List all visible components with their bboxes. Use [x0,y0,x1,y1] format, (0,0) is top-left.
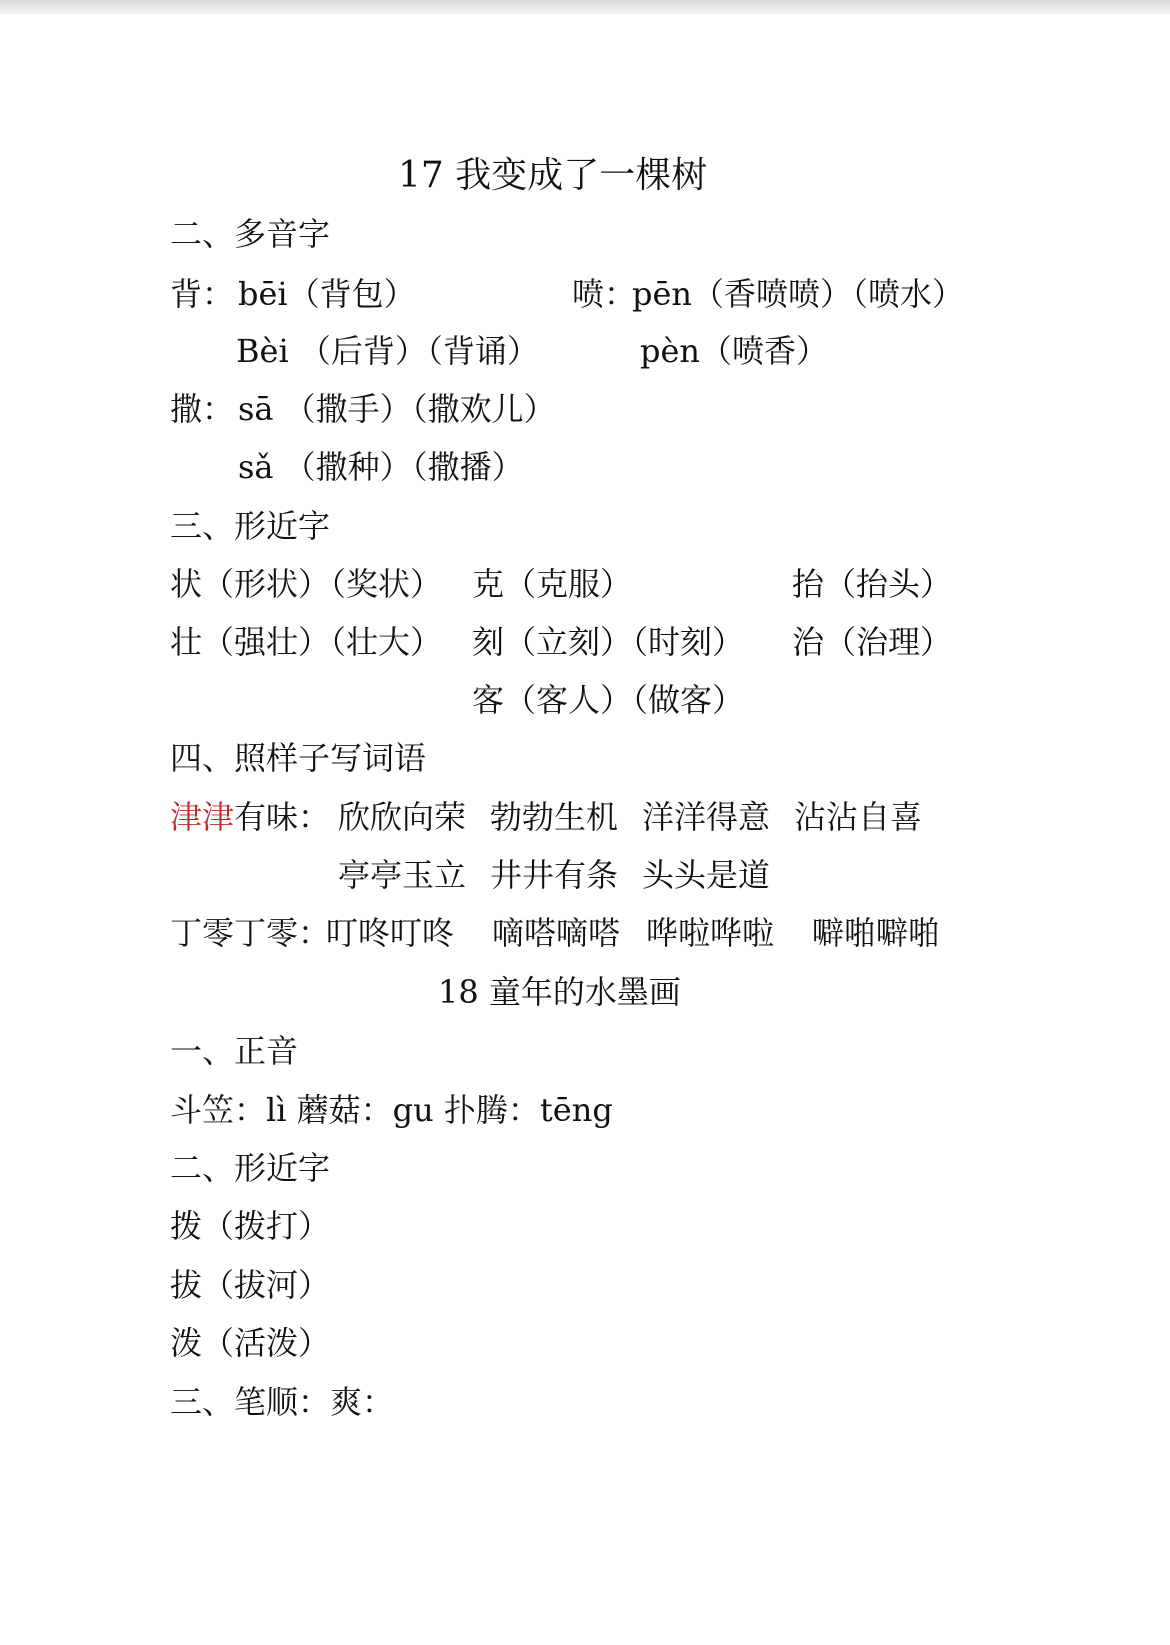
similar-char-item: 克（克服） [472,565,633,603]
pattern-word: 哗啦哗啦 [646,914,775,952]
similar-char-item: 壮（强壮）（壮大） [170,623,443,661]
similar-char-item-18: 拨（拨打） [170,1207,331,1245]
pattern-word: 叮咚叮咚 [326,914,455,952]
stroke-order-heading: 三、笔顺：爽： [170,1383,395,1421]
similar-char-item-18: 泼（活泼） [170,1324,331,1362]
sa-reading-1: sā （撒手）（撒欢儿） [238,390,556,428]
pattern-word: 沾沾自喜 [794,798,923,836]
lesson-18-title: 18 童年的水墨画 [438,973,681,1011]
similar-char-item: 刻（立刻）（时刻） [472,623,745,661]
similar-char-item-18: 拔（拔河） [170,1266,331,1304]
pattern-word: 勃勃生机 [490,798,619,836]
sa-char: 撒： [170,390,235,428]
pattern-word: 井井有条 [490,856,619,894]
sa-reading-2: sǎ （撒种）（撒播） [238,448,524,486]
pattern-word: 头头是道 [642,856,771,894]
polyphone-heading: 二、多音字 [170,215,331,253]
bei-reading-2: Bèi （后背）（背诵） [236,332,539,370]
pattern-word: 嘀嗒嘀嗒 [492,914,621,952]
pattern-word: 亭亭玉立 [338,856,467,894]
pattern-1-highlight: 津津 [170,798,235,836]
pattern-1-example-rest: 有味： [234,798,331,836]
similar-chars-heading: 三、形近字 [170,507,331,545]
pattern-word: 洋洋得意 [642,798,771,836]
similar-char-item: 客（客人）（做客） [472,681,745,719]
pattern-words-heading: 四、照样子写词语 [170,739,427,777]
bei-reading-1: bēi（背包） [238,275,416,313]
pattern-word: 欣欣向荣 [338,798,467,836]
pronunciation-line: 斗笠：lì 蘑菇：gu 扑腾：tēng [170,1091,613,1129]
pronunciation-heading: 一、正音 [170,1032,299,1070]
similar-chars-heading-18: 二、形近字 [170,1149,331,1187]
lesson-17-title: 17 我变成了一棵树 [398,155,708,196]
similar-char-item: 状（形状）（奖状） [170,565,443,603]
similar-char-item: 治（治理） [792,623,953,661]
pen-char: 喷： [572,275,637,313]
pattern-1-example [170,797,330,837]
similar-char-item: 抬（抬头） [792,565,953,603]
pen-reading-2: pèn（喷香） [640,332,829,370]
bei-char: 背： [170,275,235,313]
pen-reading-1: pēn（香喷喷）（喷水） [632,275,965,313]
pattern-word: 噼啪噼啪 [812,914,941,952]
pattern-2-example: 丁零丁零： [170,914,331,952]
